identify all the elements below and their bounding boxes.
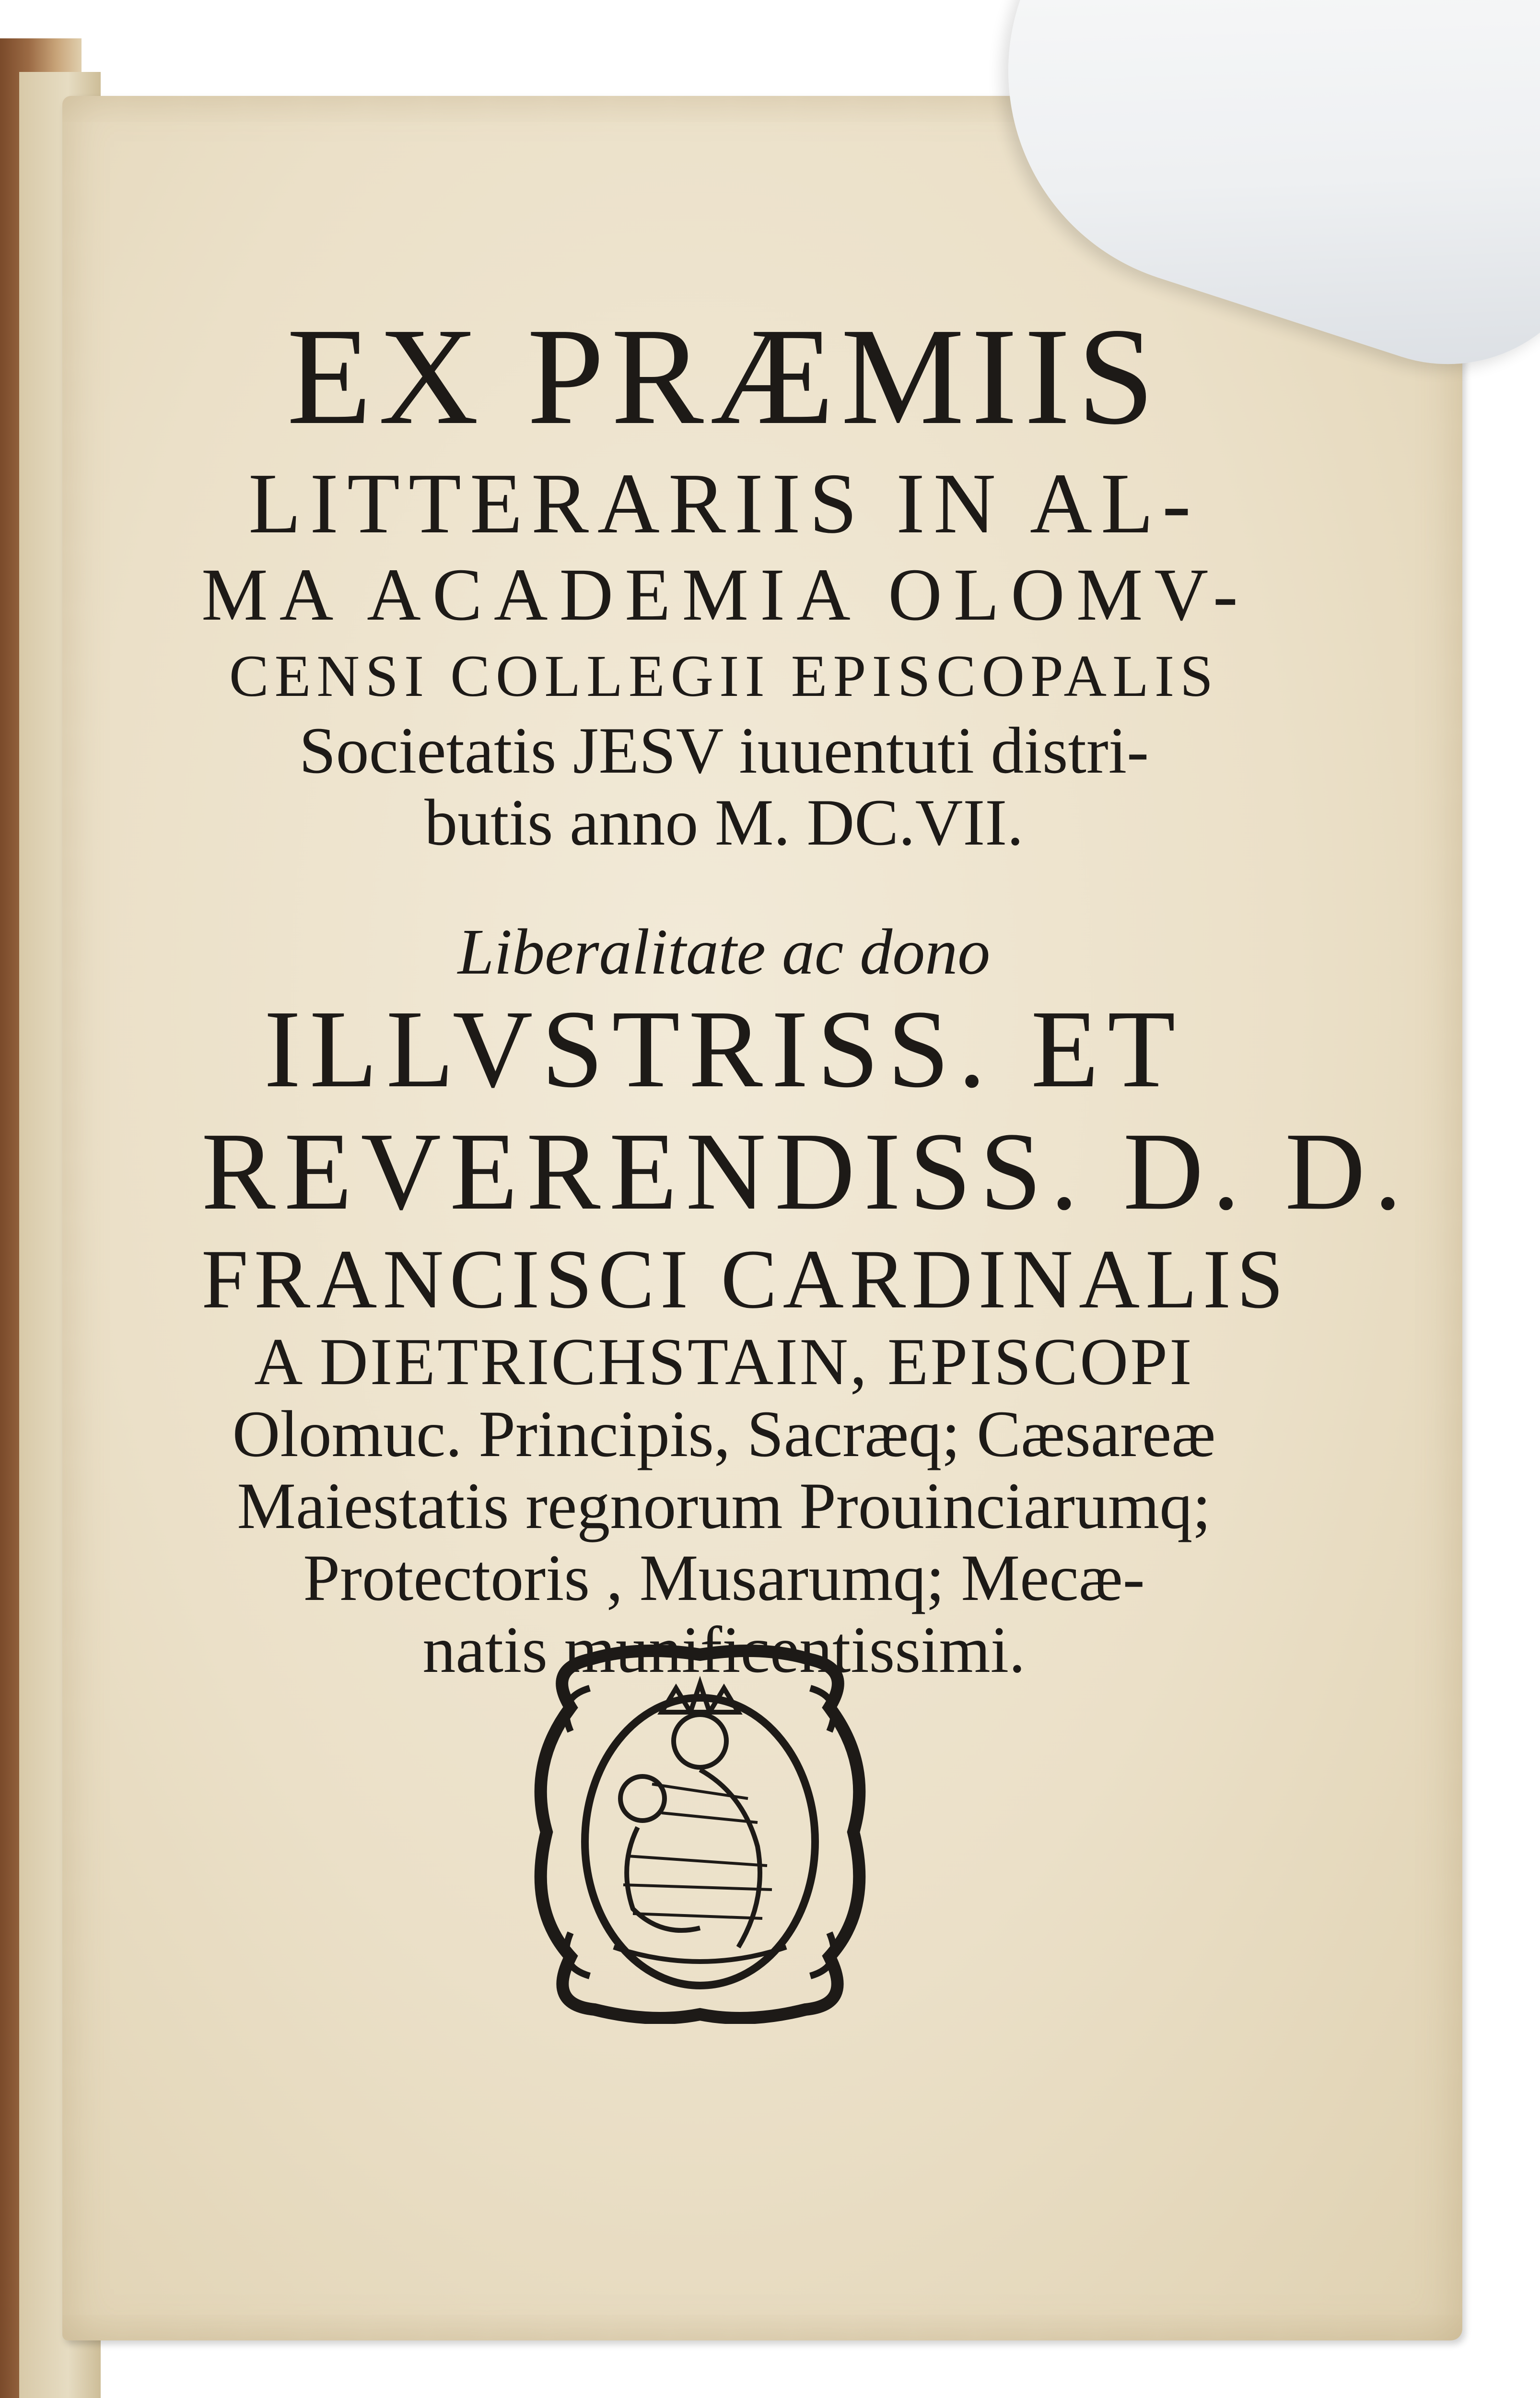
main-heading: EX PRÆMIIS — [287, 299, 1161, 453]
patron-line-8: natis munificentissimi. — [422, 1613, 1026, 1686]
title-page-text — [201, 297, 1411, 1686]
patron-line-7: Protectoris , Musarumq; Mecæ- — [303, 1541, 1145, 1614]
subtitle-line-5: butis anno M. DC.VII. — [424, 786, 1024, 859]
woodcut-device-icon — [518, 1640, 882, 2024]
patron-line-3: FRANCISCI CARDINALIS — [201, 1233, 1290, 1326]
subtitle-line-4: Societatis JESV iuuentuti distri- — [299, 714, 1149, 787]
patron-line-4: A DIETRICHSTAIN, EPISCOPI — [254, 1325, 1194, 1399]
subtitle-line-1: LITTERARIIS IN AL- — [248, 456, 1200, 551]
patron-line-5: Olomuc. Principis, Sacræq; Cæsareæ — [232, 1397, 1216, 1470]
patron-line-2: REVERENDISS. D. D. — [201, 1110, 1411, 1233]
dedication-italic: Liberalitate ac dono — [457, 916, 991, 988]
subtitle-line-3: CENSI COLLEGII EPISCOPALIS — [229, 643, 1219, 709]
patron-line-6: Maiestatis regnorum Prouinciarumq; — [237, 1469, 1211, 1542]
subtitle-line-2: MA ACADEMIA OLOMV- — [201, 553, 1249, 636]
patron-line-1: ILLVSTRISS. ET — [264, 987, 1184, 1111]
